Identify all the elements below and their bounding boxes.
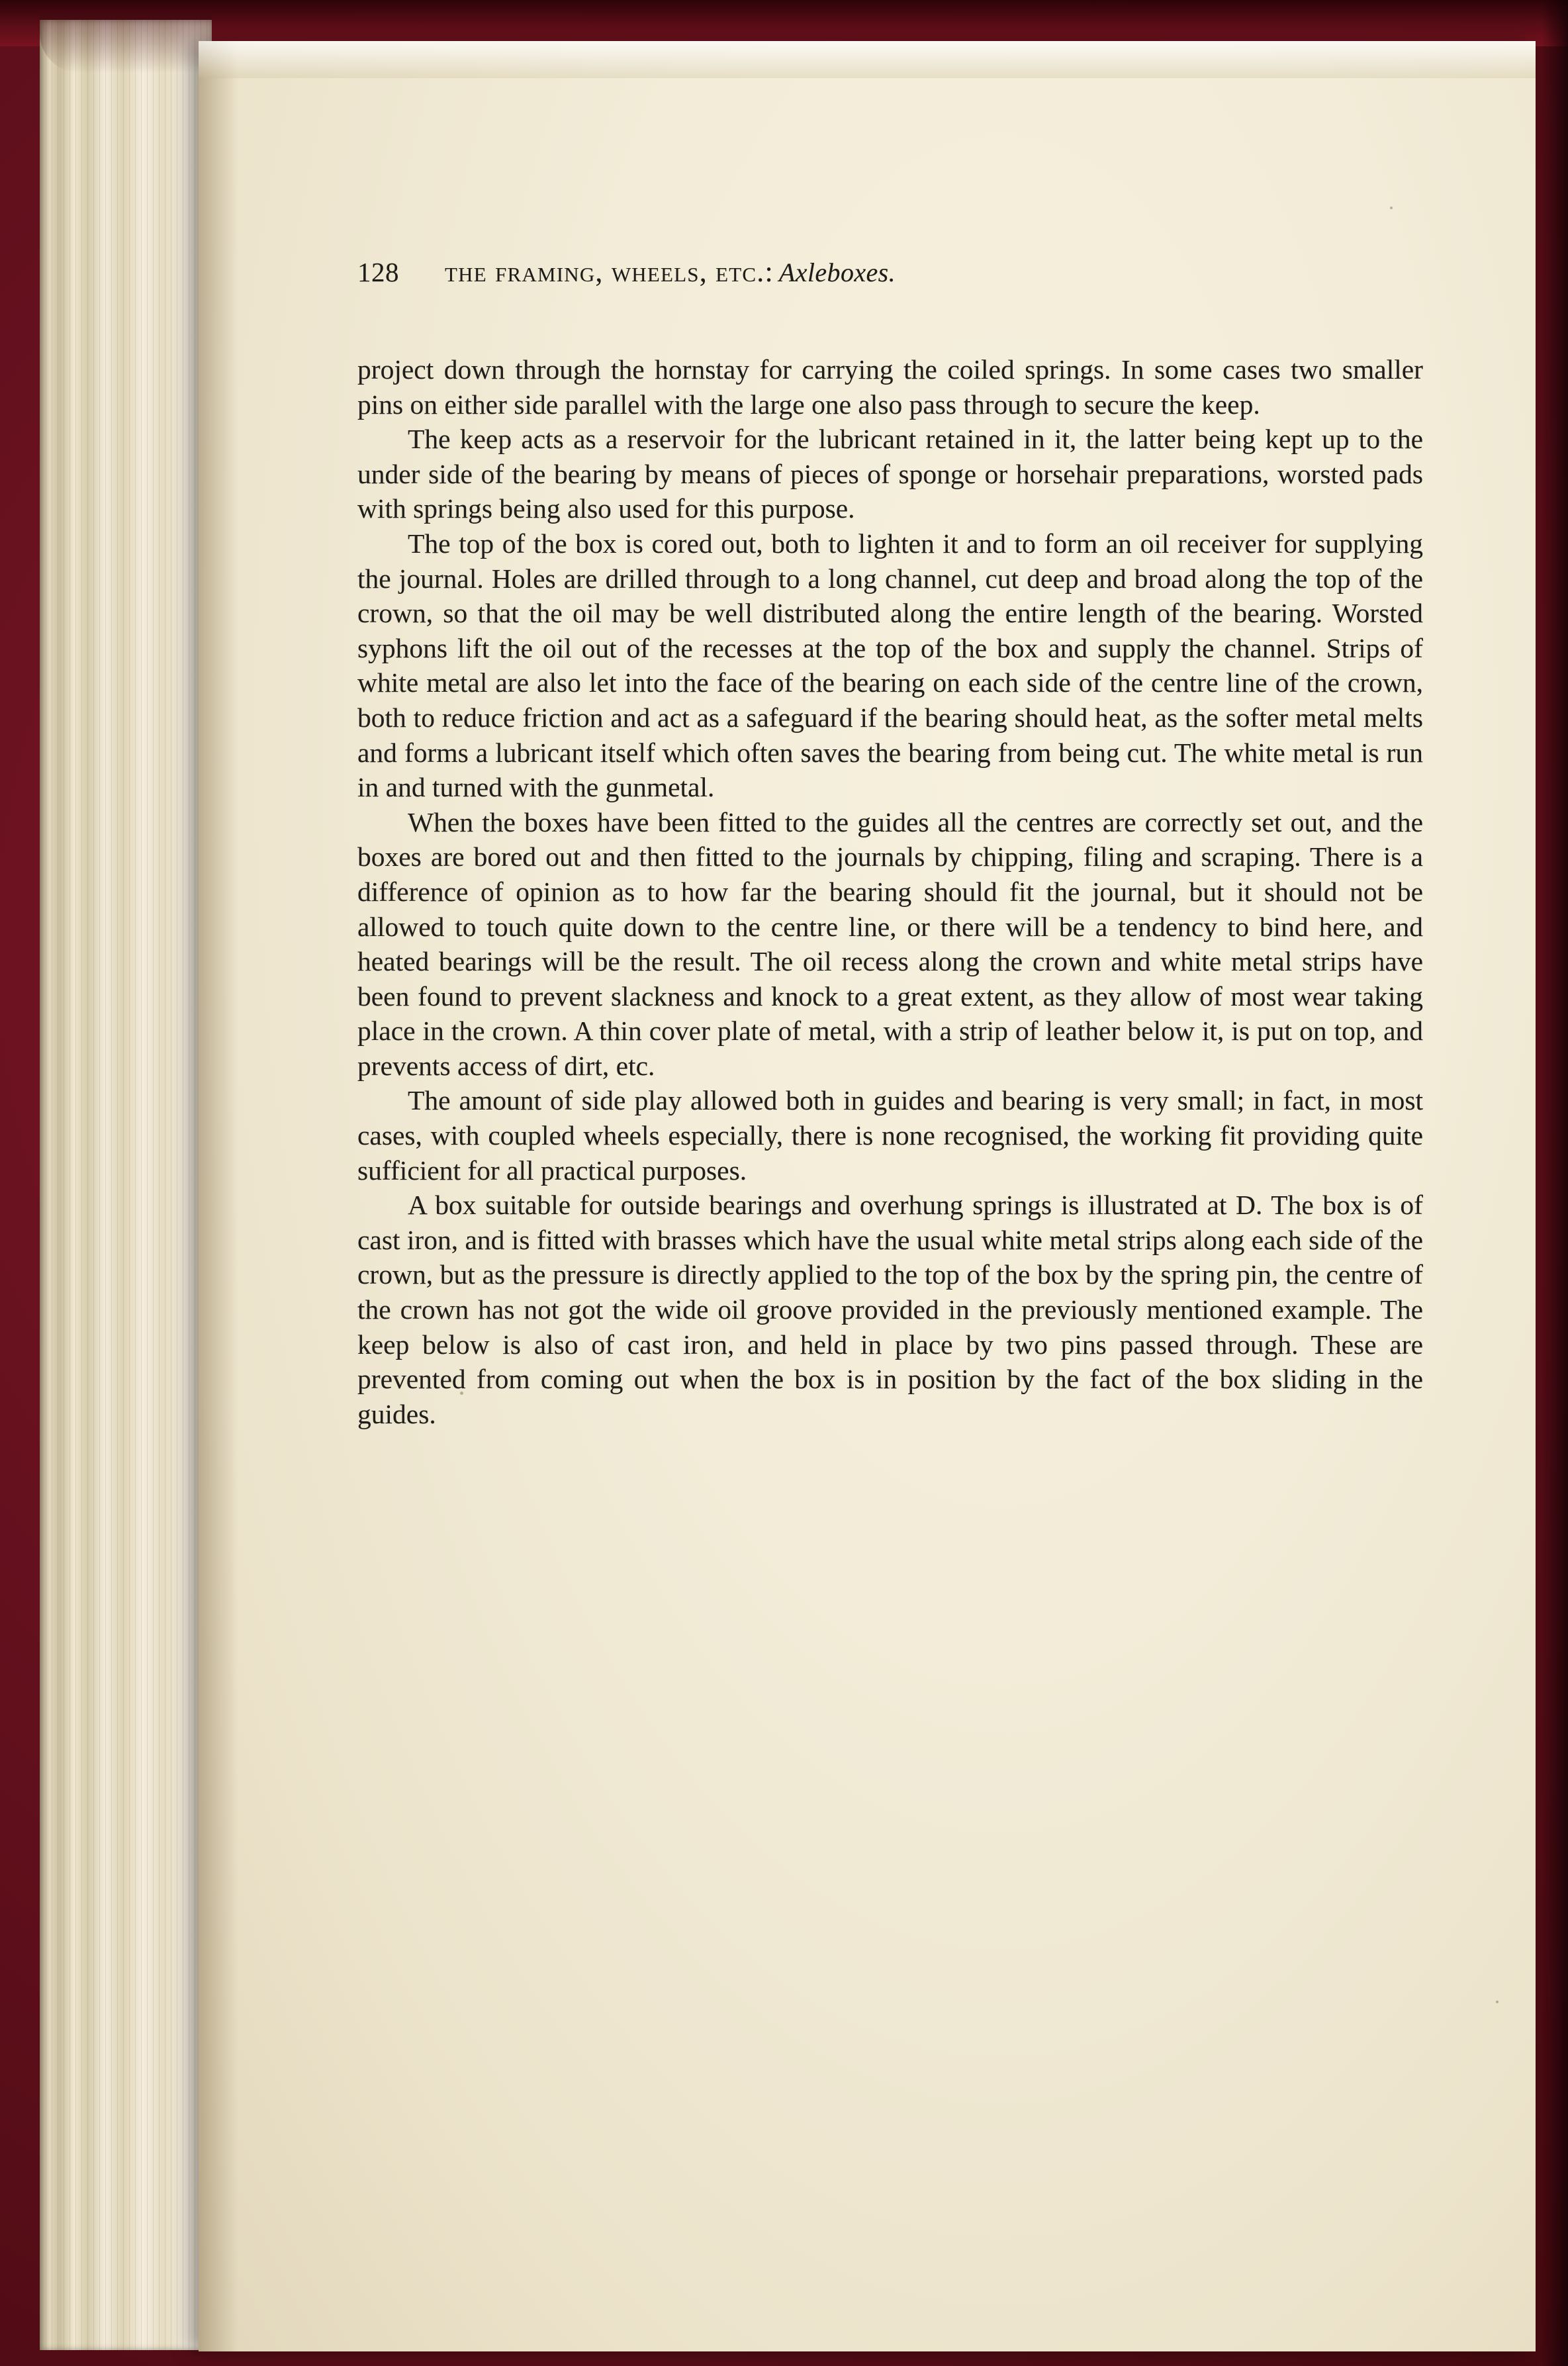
paragraph-5: The amount of side play allowed both in guides and bearing is very small; in fact, in most cases, with coupled wheels especially, there is none recognised, the working fit providing quite sufficient for all practical purposes. (357, 1085, 1423, 1186)
paragraph-3: The top of the box is cored out, both to lighten it and to form an oil receiver for supplying the journal. Holes are drilled through to a long channel, cut deep and broad along the top of the crown, so that the oil may be well distributed along the entire length of the bearing. Worsted syphons lift the oil out of the recesses at the top of the box and supply the channel. Strips of white metal are also let into the face of the bearing on each side of the centre line of the crown, both to reduce friction and act as a safeguard if the bearing should heat, as the softer metal melts and forms a lubricant itself which often saves the bearing from being cut. The white metal is run in and turned with the gunmetal. (357, 528, 1423, 803)
page-top-highlight (199, 41, 1536, 78)
cover-right-edge (1542, 0, 1568, 2366)
cover-top-edge (0, 0, 1568, 46)
page-stack-shadow (40, 13, 212, 73)
paper-speck (1496, 2001, 1499, 2003)
paragraph-4: When the boxes have been fitted to the guides all the centres are correctly set out, and the boxes are bored out and then fitted to the journals by chipping, filing and scraping. There is a difference of opinion as to how far the bearing should fit the journal, but it should not be allowed to touch quite down to the centre line, or there will be a tendency to bind here, and heated bearings will be the result. The oil recess along the crown and white metal strips have been found to prevent slackness and knock to a great extent, as they allow of most wear taking place in the crown. A thin cover plate of metal, with a strip of leather below it, is put on top, and prevents access of dirt, etc. (357, 806, 1423, 1081)
paragraph-6: A box suitable for outside bearings and overhung springs is illustrated at D. The box is of cast iron, and is fitted with brasses which have the usual white metal strips along each side of the crown, but as the pressure is directly applied to the top of the box by the spring pin, the centre of the crown has not got the wide oil groove provided in the previously mentioned example. The keep below is also of cast iron, and held in place by two pins passed through. These are prevented from coming out when the box is in position by the fact of the box sliding in the guides. (357, 1190, 1424, 1429)
page-edge-lines (40, 20, 212, 2350)
paragraph-1: project down through the hornstay for carrying the coiled springs. In some cases two smaller pins on either side parallel with the large one also pass through to secure the keep. (357, 354, 1423, 420)
running-head-chapter: the framing, wheels, etc.: (445, 256, 774, 288)
page-gutter-shadow (199, 41, 238, 2351)
page-edge-stack (40, 20, 212, 2350)
running-head-topic: Axleboxes. (778, 258, 896, 287)
paper-speck (1390, 207, 1393, 209)
running-head (357, 255, 1423, 289)
paragraph-2: The keep acts as a reservoir for the lubricant retained in it, the latter being kept up to the under side of the bearing by means of pieces of sponge or horsehair preparations, worsted pads with springs being also used for this purpose. (357, 424, 1423, 524)
page-number: 128 (357, 257, 399, 287)
page-text-block (357, 255, 1423, 1431)
